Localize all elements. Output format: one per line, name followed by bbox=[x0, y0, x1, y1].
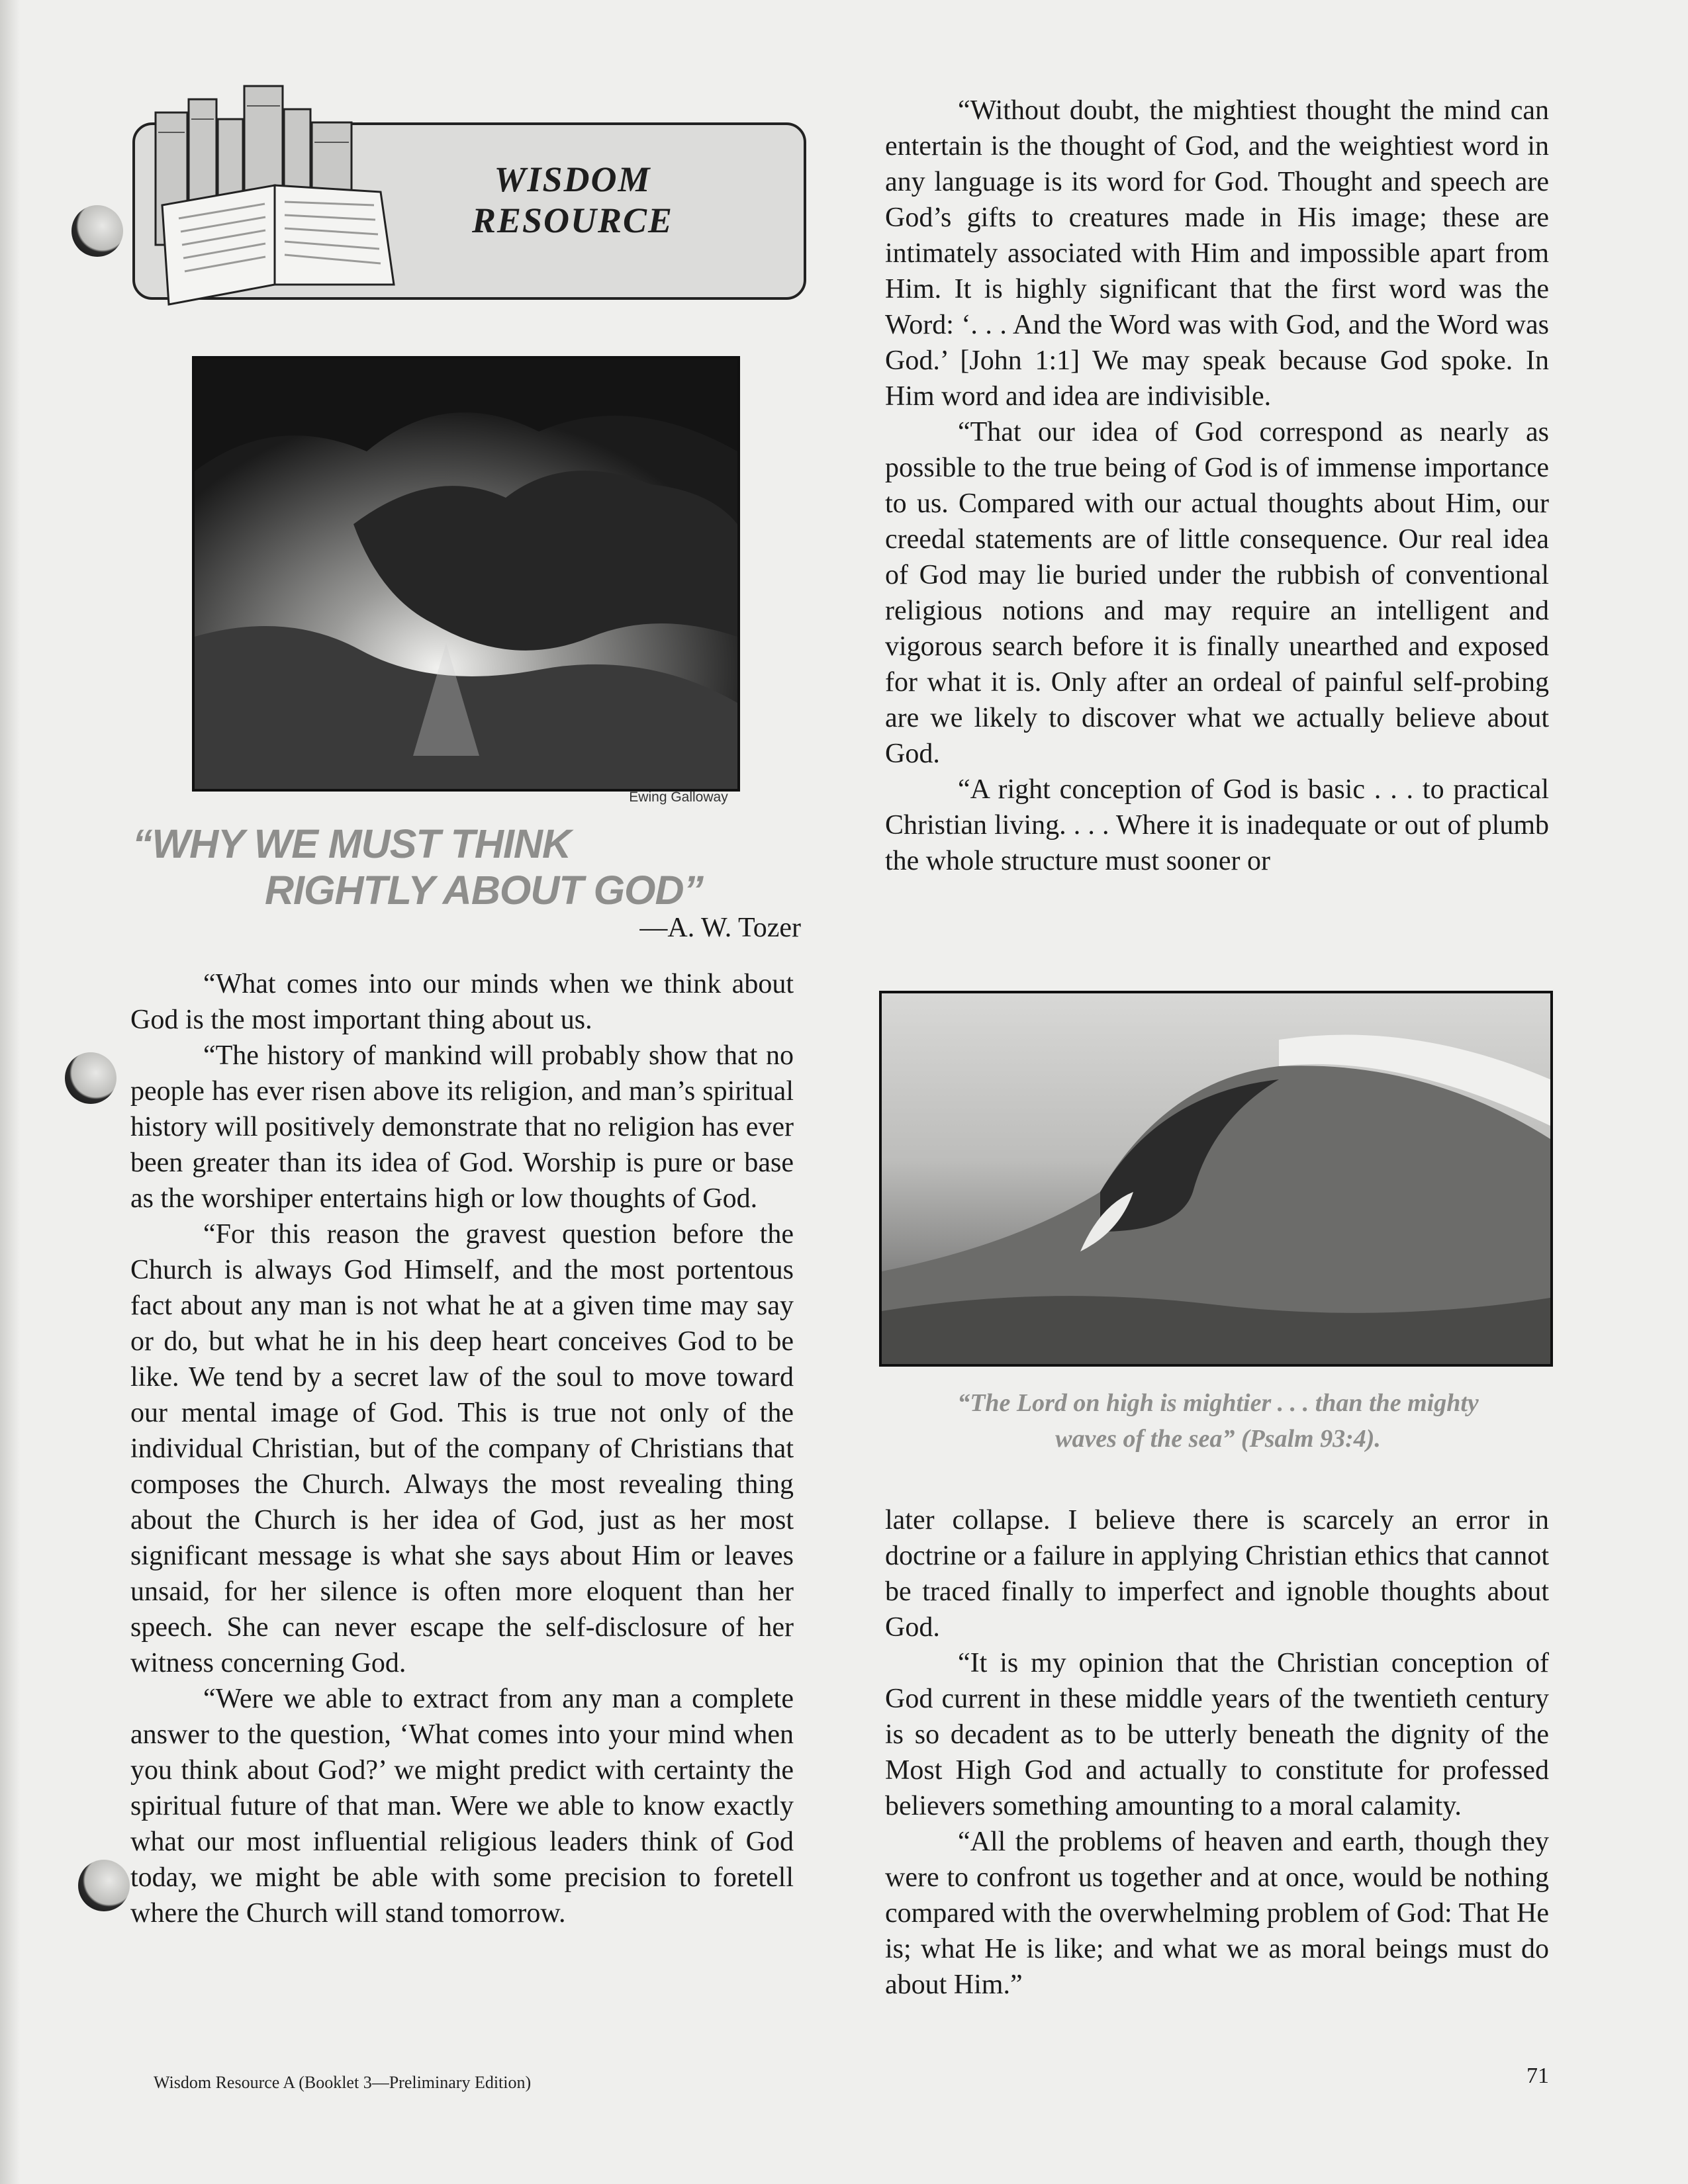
photo-credit: Ewing Galloway bbox=[629, 790, 728, 805]
sky-photo bbox=[192, 356, 740, 792]
page-edge-shadow bbox=[0, 0, 20, 2184]
paragraph: “A right conception of God is basic . . . to practical Christian living. . . . Where it is inadequate or out of plumb the whole structure must sooner or bbox=[885, 774, 1549, 876]
right-column-bottom bbox=[885, 1502, 1549, 2003]
paragraph: later collapse. I believe there is scarcely an error in doctrine or a failure in applying Christian ethics that cannot be traced finally to imperfect and ignoble thoughts about God. bbox=[885, 1505, 1549, 1643]
article-title bbox=[132, 821, 728, 913]
left-column bbox=[130, 966, 794, 1931]
article-author: —A. W. Tozer bbox=[639, 913, 801, 943]
binder-hole bbox=[78, 1860, 130, 1911]
article-title-line-2: RIGHTLY ABOUT GOD” bbox=[265, 868, 704, 913]
paragraph: “It is my opinion that the Christian conception of God current in these middle years of the twentieth century is so decadent as to be utterly beneath the dignity of the Most High God and actually to constitute for professed believers something amounting to a moral calamity. bbox=[885, 1648, 1549, 1821]
section-title: WISDOM RESOURCE bbox=[471, 159, 674, 240]
paragraph: “All the problems of heaven and earth, though they were to confront us together and at once, would be nothing compared with the overwhelming problem of God: That He is; what He is like; and what we as moral beings must do about Him.” bbox=[885, 1827, 1549, 2000]
binder-hole bbox=[71, 205, 123, 257]
paragraph: “That our idea of God correspond as nearly as possible to the true being of God is of immense importance to us. Compared with our actual thoughts about Him, our creedal statements are of little consequence. Our real idea of God may lie buried under the rubbish of conventional religious notions and may require an intelligent and vigorous search before it is finally unearthed and exposed for what it is. Only after an ordeal of painful self-probing are we likely to discover what we actually believe about God. bbox=[885, 417, 1549, 769]
wave-photo bbox=[879, 991, 1553, 1367]
paragraph: “Were we able to extract from any man a complete answer to the question, ‘What comes into your mind when you think about God?’ we might predict with certainty the spiritual future of that man. Were we able to know exactly what our most influential religious leaders think of God today, we might be able with some precision to foretell where the Church will stand tomorrow. bbox=[130, 1684, 794, 1929]
paragraph: “Without doubt, the mightiest thought the mind can entertain is the thought of God, and the weightiest word in any language is its word for God. Thought and speech are God’s gifts to creatures made in His image; these are intimately associated with Him and impossible apart from Him. It is highly significant that the first word was the Word: ‘. . . And the Word was with God, and the Word was God.’ [John 1:1] We may speak because God spoke. In Him word and idea are indivisible. bbox=[885, 95, 1549, 412]
right-column-top bbox=[885, 93, 1549, 879]
books-icon bbox=[142, 73, 407, 311]
paragraph: “For this reason the gravest question before the Church is always God Himself, and the most portentous fact about any man is not what he at a given time may say or do, but what he in his deep heart conceives God to be like. We tend by a secret law of the soul to move toward our mental image of God. This is true not only of the individual Christian, but of the company of Christians that composes the Church. Always the most revealing thing about the Church is her idea of God, just as her most significant message is what she says about Him or leaves unsaid, for her silence is often more eloquent than her speech. She can never escape the self-disclosure of her witness concerning God. bbox=[130, 1219, 794, 1678]
wave-caption: “The Lord on high is mightier . . . than the mighty waves of the sea” (Psalm 93:4). bbox=[957, 1389, 1479, 1453]
binder-hole bbox=[65, 1052, 117, 1104]
article-title-line-1: “WHY WE MUST THINK bbox=[132, 821, 571, 866]
footer-text: Wisdom Resource A (Booklet 3—Preliminary Edition) bbox=[154, 2073, 532, 2092]
paragraph: “What comes into our minds when we think about God is the most important thing about us. bbox=[130, 969, 794, 1035]
page-number: 71 bbox=[1526, 2064, 1549, 2088]
paragraph: “The history of mankind will probably show that no people has ever risen above its religion, and man’s spiritual history will positively demonstrate that no religion has ever been greater than its idea of God. Worship is pure or base as the worshiper entertains high or low thoughts of God. bbox=[130, 1040, 794, 1214]
